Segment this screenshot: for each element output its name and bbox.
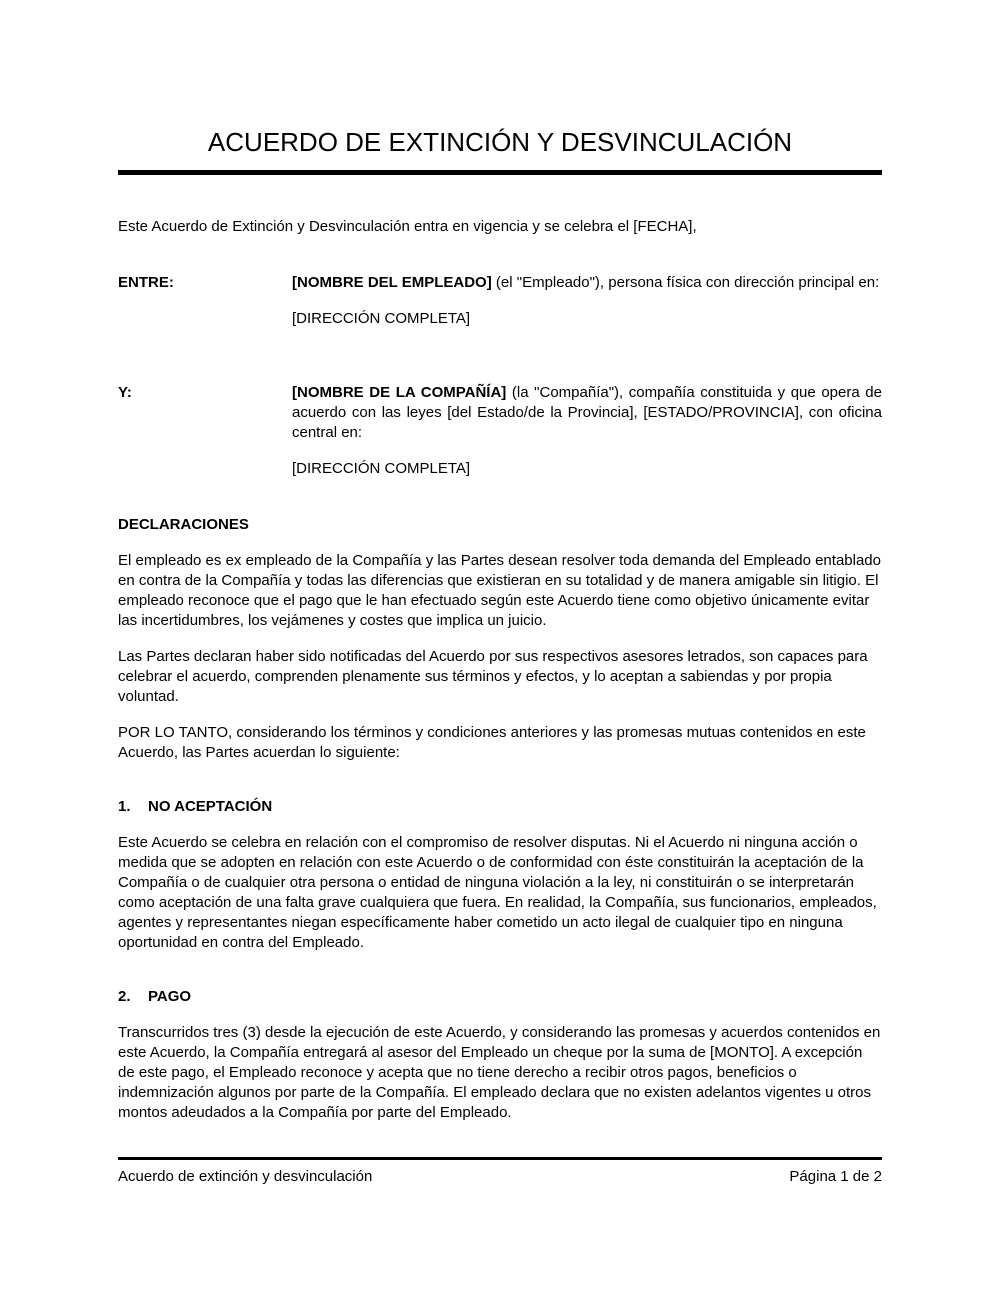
section-heading-no-aceptacion	[118, 797, 882, 817]
section-title-2: PAGO	[148, 988, 192, 1005]
party-body-company	[292, 383, 882, 479]
section-paragraph-pago: Transcurridos tres (3) desde la ejecución de este Acuerdo, y considerando las promesas y acuerdos contenidos en este Acuerdo, la Compañía entregará al asesor del Empleado un cheque por la suma de [MONTO]. A excepción de este pago, el Empleado reconoce y acepta que no tiene derecho a recibir otros pagos, beneficios o indemnización algunos por parte de la Compañía. El empleado declara que no existen adelantos vigentes u otros montos adeudados a la Compañía por parte del Empleado.	[118, 1024, 881, 1121]
party-description-company	[292, 383, 882, 443]
party-label-y: Y:	[118, 384, 132, 401]
intro-paragraph: Este Acuerdo de Extinción y Desvinculación entra en vigencia y se celebra el [FECHA],	[118, 218, 697, 235]
declarations-paragraph-2: Las Partes declaran haber sido notificadas del Acuerdo por sus respectivos asesores letrados, son capaces para celebrar el acuerdo, comprenden plenamente sus términos y efectos, y lo aceptan a sabiendas y por propia voluntad.	[118, 648, 868, 705]
party-block-entre	[118, 273, 882, 329]
section-paragraph-no-aceptacion: Este Acuerdo se celebra en relación con el compromiso de resolver disputas. Ni el Acuerdo ni ninguna acción o medida que se adopten en relación con este Acuerdo o de conformidad con éste constituirán la aceptación de la Compañía o de cualquier otra persona o entidad de ninguna violación a la ley, ni constituirán o se interpretarán como aceptación de una falta grave cualquiera que fuera. En realidad, la Compañía, sus funcionarios, empleados, agentes y representantes niegan específicamente haber cometido un acto ilegal de cualquier tipo en ninguna oportunidad en contra del Empleado.	[118, 834, 877, 951]
footer-page-number: Página 1 de 2	[789, 1168, 882, 1185]
employee-description-text: (el "Empleado"), persona física con dirección principal en:	[491, 274, 880, 291]
party-label-entre: ENTRE:	[118, 274, 174, 291]
section-heading-pago	[118, 987, 882, 1007]
company-address-placeholder: [DIRECCIÓN COMPLETA]	[292, 460, 471, 477]
document-title: ACUERDO DE EXTINCIÓN Y DESVINCULACIÓN	[207, 127, 793, 157]
declarations-paragraph-1: El empleado es ex empleado de la Compañía y las Partes desean resolver toda demanda del Empleado entablado en contra de la Compañía y todas las diferencias que existieran en su totalidad y de manera amigable sin litigio. El empleado reconoce que el pago que le han efectuado según este Acuerdo tiene como objetivo únicamente evitar las incertidumbres, los vejámenes y costes que implica un juicio.	[118, 552, 881, 629]
section-title-1: NO ACEPTACIÓN	[148, 798, 273, 815]
document-content	[118, 0, 882, 1123]
declarations-paragraph-3: POR LO TANTO, considerando los términos y condiciones anteriores y las promesas mutuas contenidos en este Acuerdo, las Partes acuerdan lo siguiente:	[118, 724, 866, 761]
company-description-text: (la "Compañía"), compañía constituida y que opera de acuerdo con las leyes [del Estado/de la Provincia], [ESTADO/PROVINCIA], con oficina central en:	[292, 384, 882, 441]
employee-address-placeholder: [DIRECCIÓN COMPLETA]	[292, 310, 471, 327]
company-name-placeholder: [NOMBRE DE LA COMPAÑÍA]	[292, 384, 507, 401]
title-rule	[118, 170, 882, 175]
footer-doc-title: Acuerdo de extinción y desvinculación	[118, 1168, 373, 1185]
party-block-y	[118, 383, 882, 479]
declarations-heading: DECLARACIONES	[118, 516, 249, 533]
section-number-2: 2.	[118, 988, 131, 1005]
party-description-employee	[292, 273, 882, 293]
section-number-1: 1.	[118, 798, 131, 815]
party-body-employee	[292, 273, 882, 329]
employee-name-placeholder: [NOMBRE DEL EMPLEADO]	[292, 274, 492, 291]
page-footer	[118, 1157, 882, 1187]
